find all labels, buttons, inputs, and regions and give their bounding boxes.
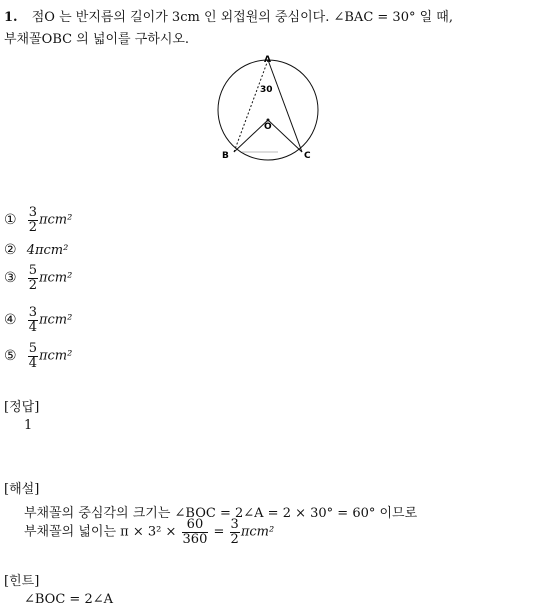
label-b: B [222,151,229,161]
choice-tail: πcm² [38,270,73,286]
label-angle: 30 [260,85,273,95]
choice-marker: ④ [4,311,17,328]
circle-figure [212,52,332,168]
choice-3[interactable] [4,264,72,292]
explanation-fraction-2: $\frac{3}{2}$ [230,517,239,547]
choice-fraction: $\frac{5}{2}$ [28,263,37,293]
hint-text: ∠BOC = 2∠A [24,592,114,607]
segment-ob [234,120,268,152]
choice-1[interactable] [4,206,72,234]
choice-4[interactable] [4,306,72,334]
choice-5[interactable] [4,342,72,370]
explanation-fraction-1: $\frac{60}{360}$ [182,517,208,547]
choice-fraction: $\frac{3}{4}$ [28,305,37,335]
choice-marker: ⑤ [4,347,17,364]
explanation-line-1: 부채꼴의 중심각의 크기는 ∠BOC = 2∠A = 2 × 30° = 60° 이므로 [24,506,418,521]
choice-fraction: $\frac{5}{4}$ [28,341,37,371]
circumcircle [218,60,318,160]
explanation-tail: πcm² [240,524,275,540]
choice-tail: πcm² [38,212,73,228]
question-line-1 [4,6,453,25]
choice-tail: πcm² [38,348,73,364]
answer-heading: [정답] [4,400,40,415]
choice-marker: ② [4,242,17,258]
choice-marker: ③ [4,269,17,286]
explanation-equals: = [213,524,225,540]
answer-value: 1 [24,418,33,433]
explanation-line-2-pre: 부채꼴의 넓이는 π × 3² × [24,524,177,540]
question-number: 1. [4,10,18,25]
question-line-2: 부채꼴OBC 의 넓이를 구하시오. [4,32,190,47]
choice-text: 4πcm² [26,243,69,258]
hint-heading: [힌트] [4,574,40,589]
choice-tail: πcm² [38,312,73,328]
explanation-line-2 [24,518,274,546]
label-a: A [264,55,271,65]
label-o: O [264,122,272,132]
segment-oc [268,120,302,152]
choice-marker: ① [4,211,17,228]
question-text-1: 점O 는 반지름의 길이가 3cm 인 외접원의 중심이다. ∠BAC = 30° 일 때, [31,10,453,25]
segment-ac [268,60,302,152]
choice-fraction: $\frac{3}{2}$ [28,205,37,235]
explanation-heading: [해설] [4,482,40,497]
choice-2[interactable] [4,242,68,258]
label-c: C [304,151,311,161]
segment-ab [234,60,268,152]
